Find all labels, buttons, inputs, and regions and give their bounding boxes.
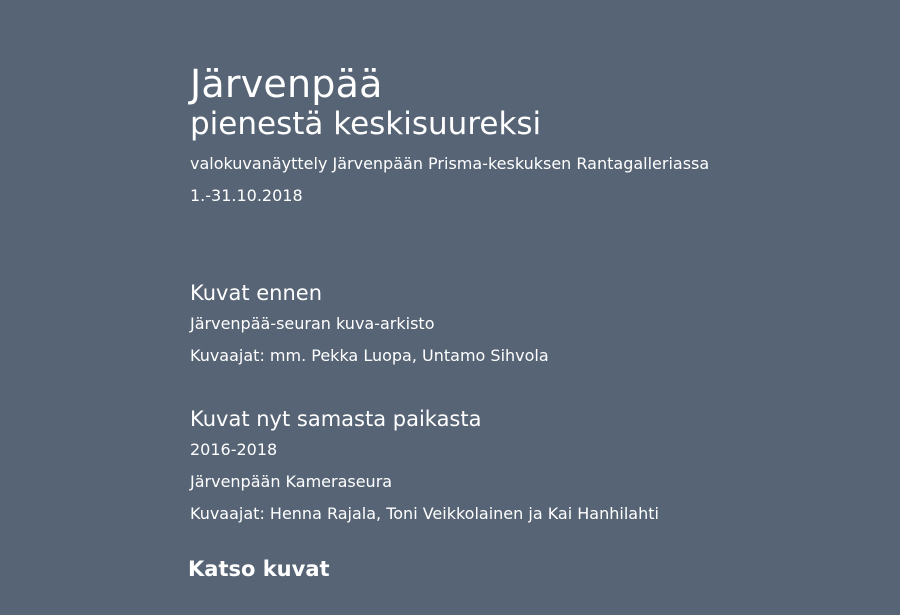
section-now-heading: Kuvat nyt samasta paikasta: [190, 407, 482, 431]
view-photos-link[interactable]: Katso kuvat: [188, 557, 330, 581]
exhibition-title: Järvenpää: [190, 62, 383, 106]
exhibition-header: [190, 62, 890, 212]
section-before: [190, 278, 549, 372]
exhibition-subtitle: pienestä keskisuureksi: [190, 106, 542, 142]
section-now-line: Järvenpään Kameraseura: [190, 472, 393, 491]
section-now-line: 2016-2018: [190, 440, 278, 459]
section-before-line: Järvenpää-seuran kuva-arkisto: [190, 314, 435, 333]
section-now: [190, 404, 659, 530]
section-now-line: Kuvaajat: Henna Rajala, Toni Veikkolainen ja Kai Hanhilahti: [190, 504, 659, 523]
exhibition-dates: 1.-31.10.2018: [190, 186, 303, 205]
exhibition-description: valokuvanäyttely Järvenpään Prisma-keskuksen Rantagalleriassa: [190, 154, 710, 173]
section-before-line: Kuvaajat: mm. Pekka Luopa, Untamo Sihvola: [190, 346, 549, 365]
section-before-heading: Kuvat ennen: [190, 281, 323, 305]
